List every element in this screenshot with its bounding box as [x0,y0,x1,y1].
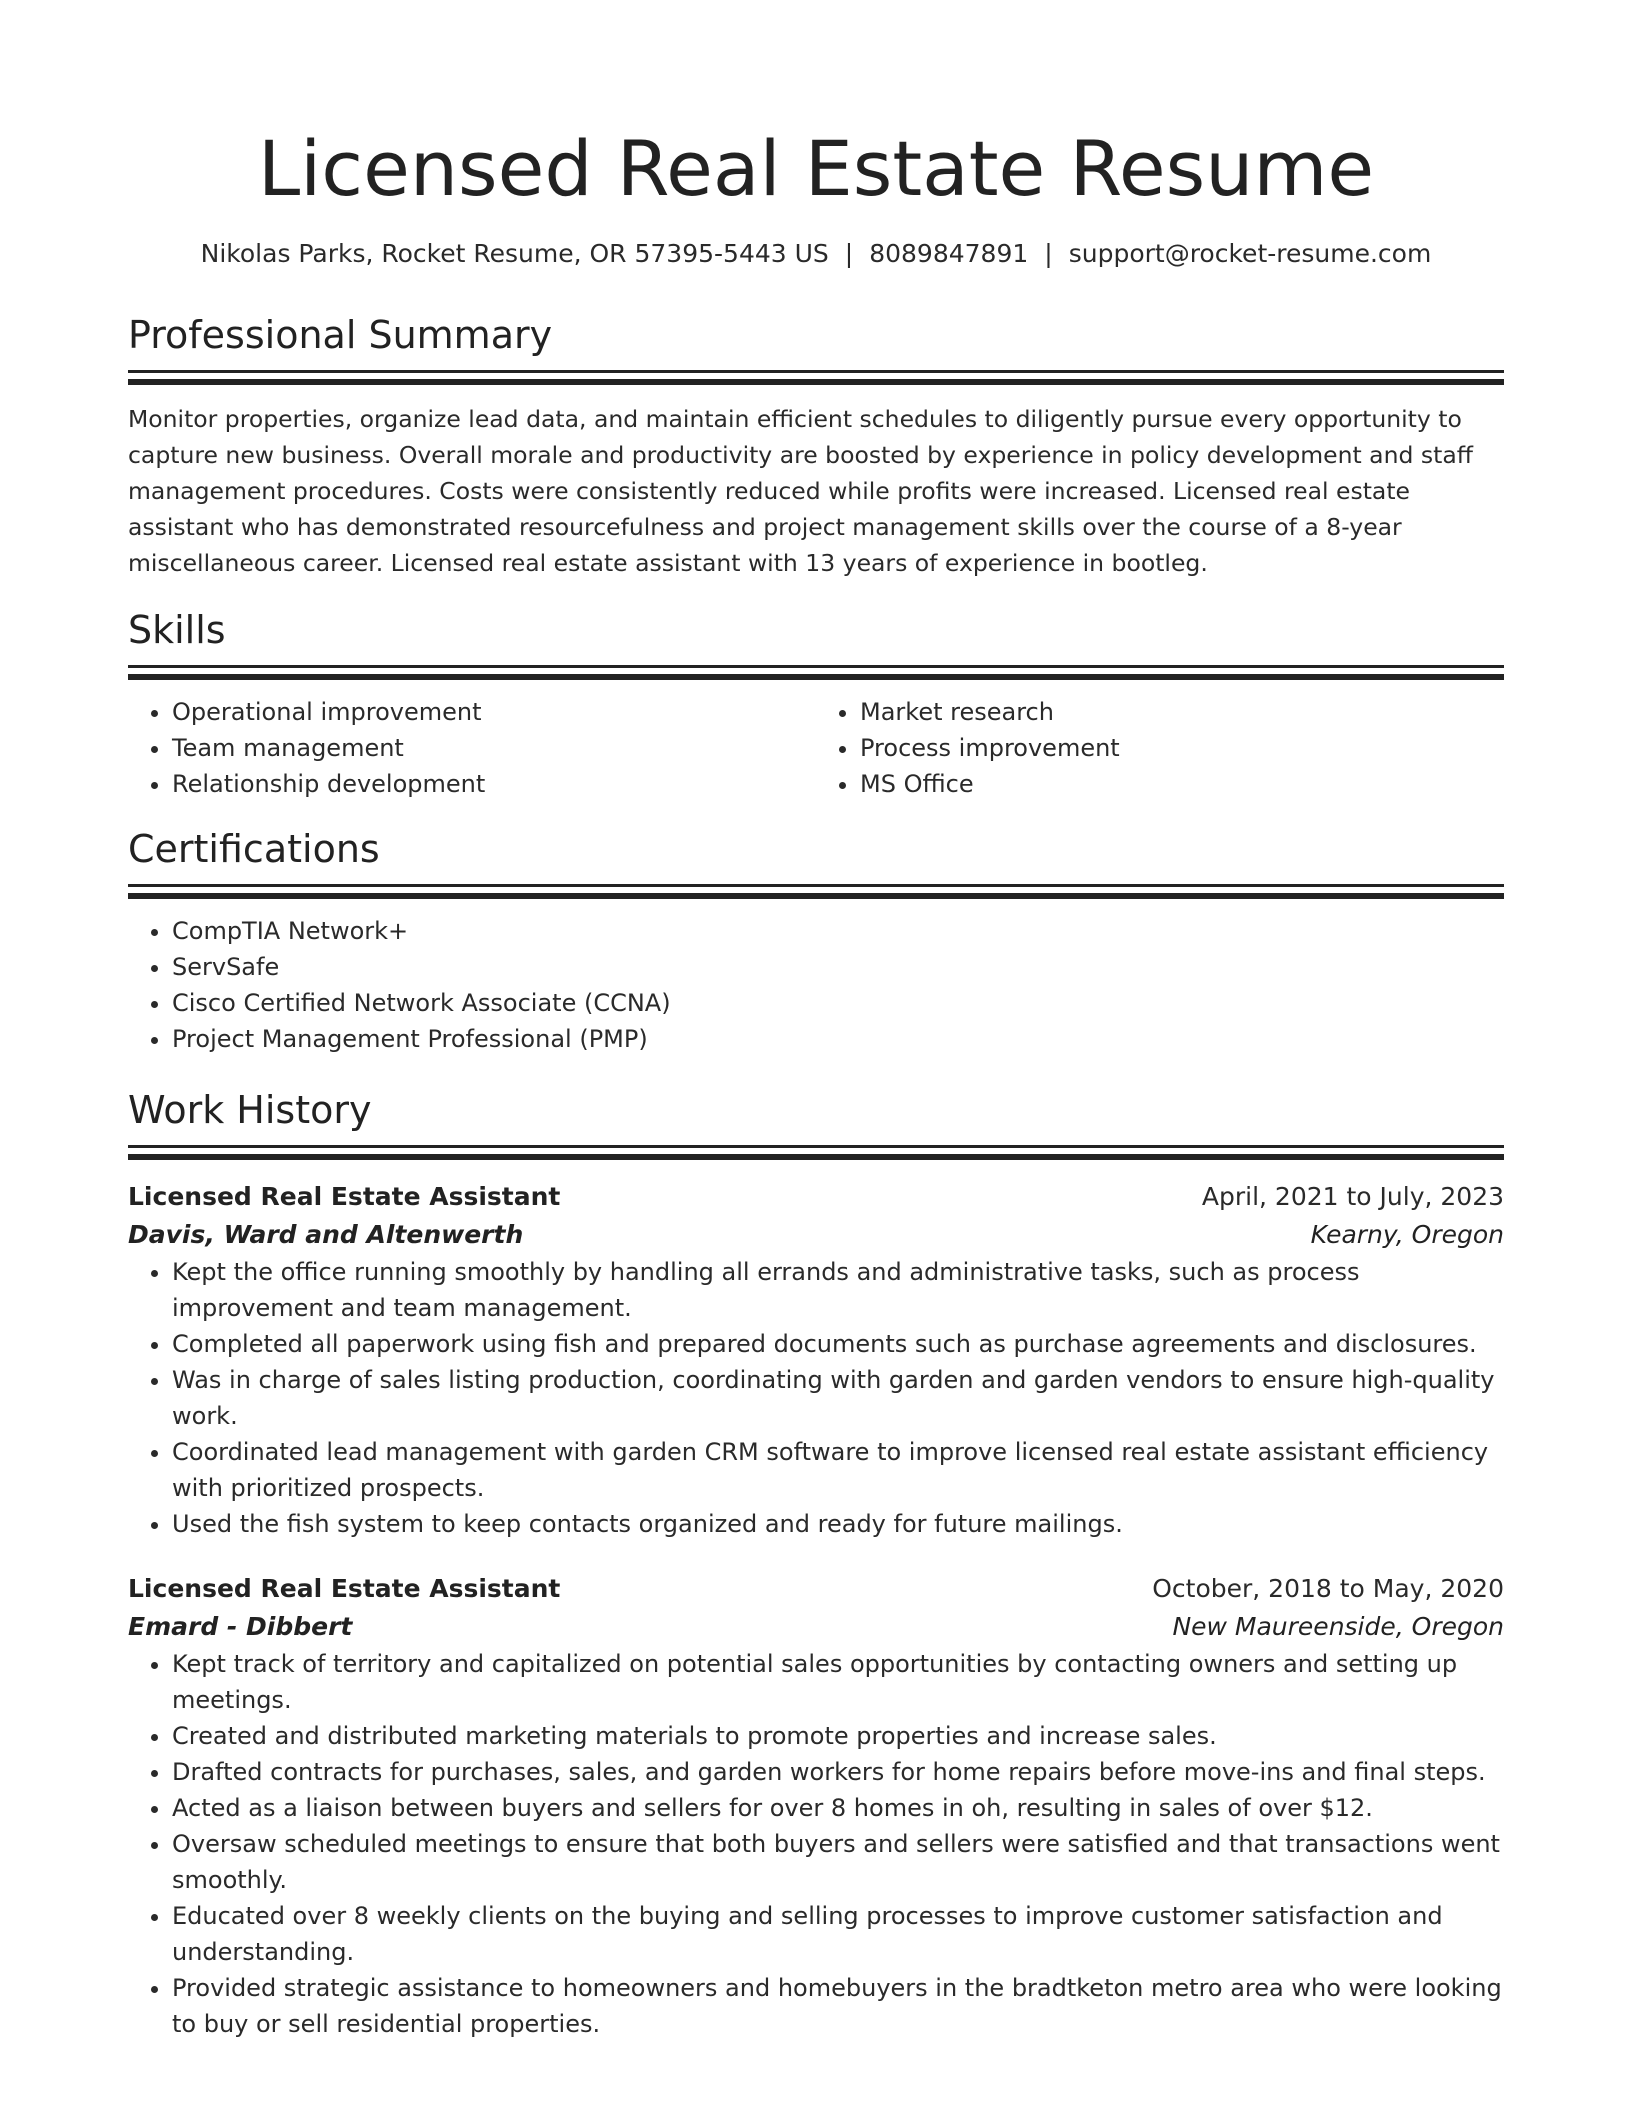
summary-section [128,312,1504,581]
certification-item: • Project Management Professional (PMP) [172,1021,1504,1057]
job-bullet: • Was in charge of sales listing production, coordinating with garden and garden vendors to ensure high-quality work. [172,1362,1504,1434]
job-bullet: • Completed all paperwork using fish and prepared documents such as purchase agreements and disclosures. [172,1326,1504,1362]
job-bullets [128,1254,1504,1542]
job-header [128,1570,1504,1608]
job-bullet: • Educated over 8 weekly clients on the buying and selling processes to improve customer satisfaction and understanding. [172,1898,1504,1970]
work-history-heading: Work History [128,1088,372,1132]
contact-separator: | [844,239,854,268]
skills-right-column [816,694,1504,802]
skill-item: • Relationship development [172,766,816,802]
job-bullets [128,1646,1504,2042]
section-rule-thick [128,379,1504,385]
skill-item: • Market research [860,694,1504,730]
job-location: Kearny, Oregon [1310,1220,1504,1249]
section-rule-thick [128,893,1504,899]
skills-section [128,607,1504,802]
job-bullet: • Used the fish system to keep contacts organized and ready for future mailings. [172,1506,1504,1542]
job-bullet: • Kept track of territory and capitalized on potential sales opportunities by contacting owners and setting up meetings. [172,1646,1504,1718]
job-bullet: • Kept the office running smoothly by handling all errands and administrative tasks, such as process improvement and team management. [172,1254,1504,1326]
job-dates: April, 2021 to July, 2023 [1201,1182,1504,1211]
section-rule [128,1145,1504,1148]
contact-separator: | [1044,239,1053,268]
certifications-list [128,913,1504,1057]
section-rule-thick [128,674,1504,680]
certification-item: • Cisco Certified Network Associate (CCNA) [172,985,1504,1021]
section-rule-thick [128,1154,1504,1160]
skills-columns [128,694,1504,802]
skill-item: • Process improvement [860,730,1504,766]
job-header [128,1178,1504,1216]
contact-line [128,238,1504,270]
summary-text: Monitor properties, organize lead data, and maintain efficient schedules to diligently pursue every opportunity to capture new business. Overall morale and productivity are boosted by experience in policy development and staff management procedures. Costs were consistently reduced while profits were increased. Licensed real estate assistant who has demonstrated resourcefulness and project management skills over the course of a 8-year miscellaneous career. Licensed real estate assistant with 13 years of experience in bootleg. [128,405,1473,577]
contact-phone: 8089847891 [869,239,1029,268]
job-title: Licensed Real Estate Assistant [128,1574,561,1603]
contact-address: Nikolas Parks, Rocket Resume, OR 57395-5443 US [200,239,829,268]
job-location: New Maureenside, Oregon [1172,1612,1504,1641]
resume-title: Licensed Real Estate Resume [257,124,1375,213]
work-history-section [128,1087,1504,2042]
job-dates: October, 2018 to May, 2020 [1152,1574,1504,1603]
job-title: Licensed Real Estate Assistant [128,1182,561,1211]
contact-email: support@rocket-resume.com [1068,239,1432,268]
job-subheader [128,1608,1504,1646]
job-bullet: • Acted as a liaison between buyers and sellers for over 8 homes in oh, resulting in sales of over $12. [172,1790,1504,1826]
job-bullet: • Provided strategic assistance to homeowners and homebuyers in the bradtketon metro area who were looking to buy or sell residential properties. [172,1970,1504,2042]
job-company: Davis, Ward and Altenwerth [128,1220,524,1249]
job-entry [128,1178,1504,1542]
job-bullet: • Drafted contracts for purchases, sales, and garden workers for home repairs before move-ins and final steps. [172,1754,1504,1790]
certifications-heading: Certifications [128,827,380,871]
job-subheader [128,1216,1504,1254]
skill-item: • Operational improvement [172,694,816,730]
section-rule [128,665,1504,668]
summary-heading: Professional Summary [128,313,553,357]
job-bullet: • Created and distributed marketing materials to promote properties and increase sales. [172,1718,1504,1754]
section-rule [128,370,1504,373]
certifications-section [128,826,1504,1057]
skill-item: • Team management [172,730,816,766]
skills-left-column [128,694,816,802]
job-bullet: • Oversaw scheduled meetings to ensure that both buyers and sellers were satisfied and that transactions went smoothly. [172,1826,1504,1898]
skills-heading: Skills [128,608,226,652]
section-rule [128,884,1504,887]
certification-item: • CompTIA Network+ [172,913,1504,949]
job-entry [128,1570,1504,2042]
job-bullet: • Coordinated lead management with garden CRM software to improve licensed real estate assistant efficiency with prioritized prospects. [172,1434,1504,1506]
job-company: Emard - Dibbert [128,1612,353,1641]
skill-item: • MS Office [860,766,1504,802]
certification-item: • ServSafe [172,949,1504,985]
